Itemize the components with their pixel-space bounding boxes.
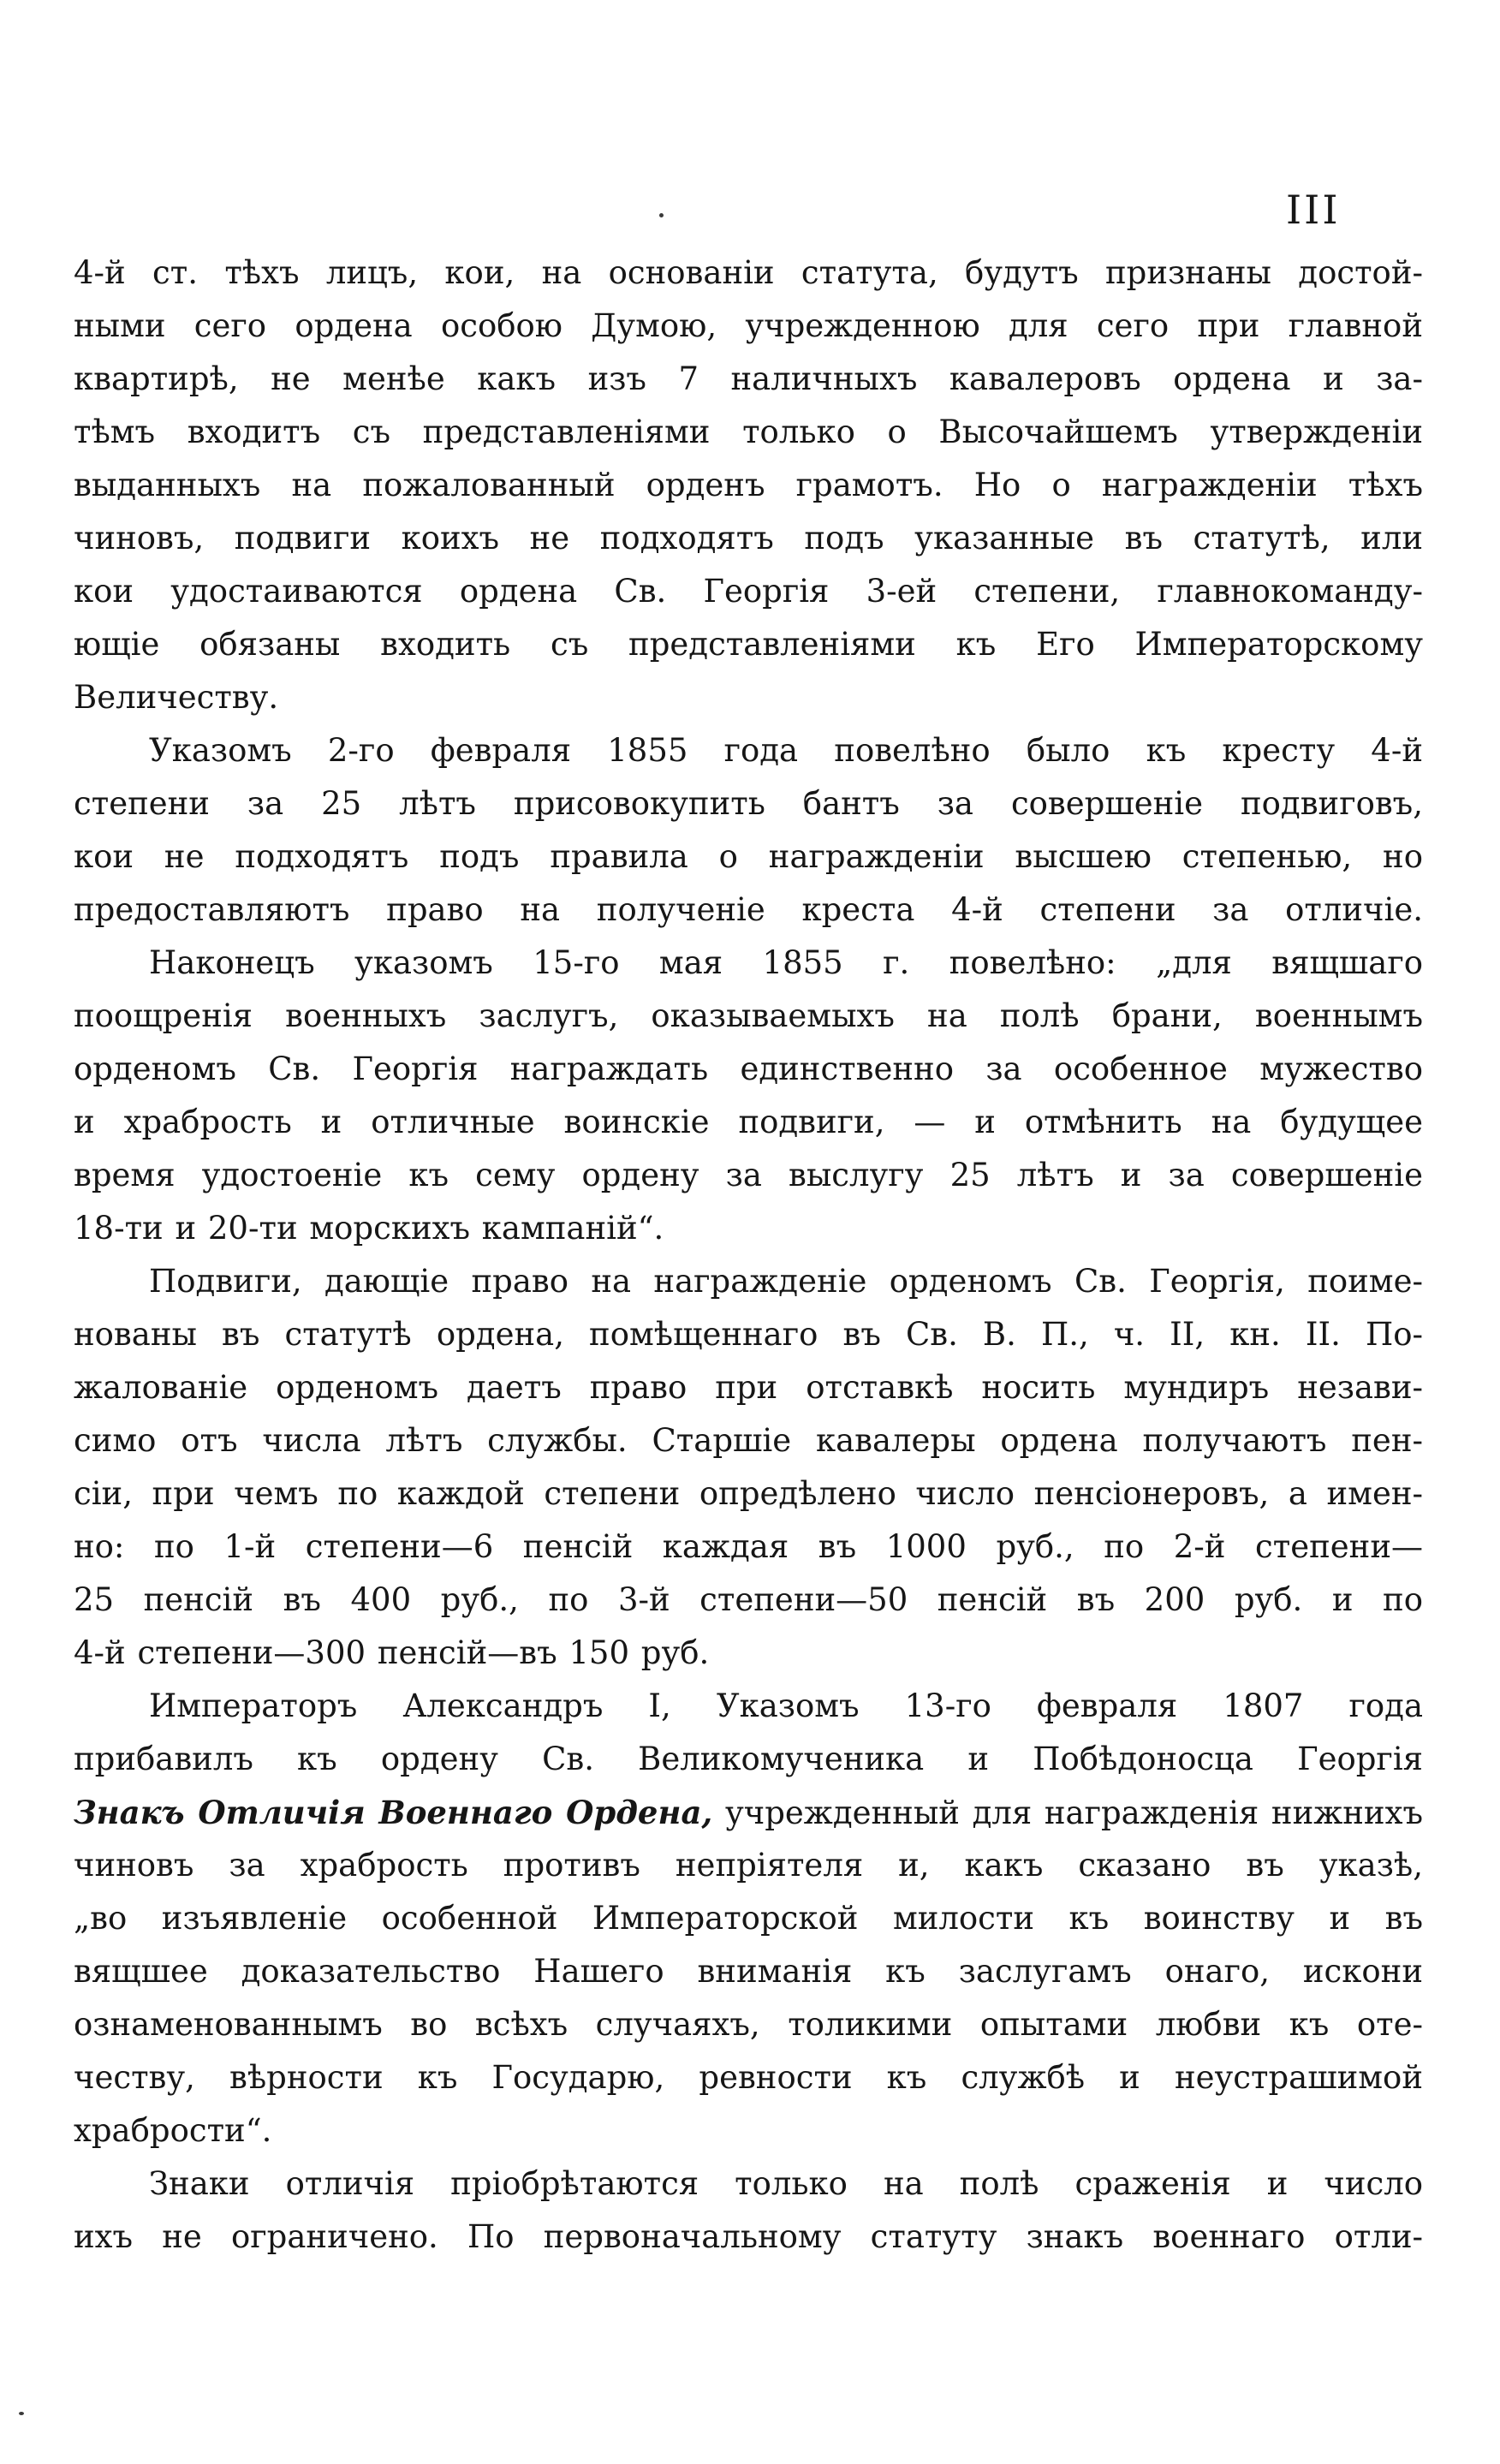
text-segment: 4-й степени—300 пенсій—въ 150 руб. <box>74 1634 710 1671</box>
paragraph <box>74 1255 1423 1680</box>
text-segment: время удостоеніе къ сему ордену за выслугу 25 лѣтъ и за совершеніе <box>74 1157 1423 1193</box>
text-line <box>74 1043 1423 1096</box>
text-segment: вящшее доказательство Нашего вниманія къ заслугамъ онаго, искони <box>74 1953 1423 1990</box>
text-line <box>74 1096 1423 1149</box>
text-line <box>74 1627 1423 1680</box>
body-text-block <box>74 247 1423 2264</box>
text-line <box>74 1733 1423 1786</box>
text-line <box>74 671 1423 724</box>
text-line <box>74 1202 1423 1255</box>
text-line <box>74 1786 1423 1839</box>
text-line <box>74 1149 1423 1202</box>
text-line <box>74 2211 1423 2264</box>
text-line <box>74 406 1423 459</box>
emphasized-text-segment: Знакъ Отличія Военнаго Ордена, <box>74 1794 713 1831</box>
text-segment: 25 пенсій въ 400 руб., по 3-й степени—50 пенсій въ 200 руб. и по <box>74 1581 1423 1618</box>
text-segment: ными сего ордена особою Думою, учрежденною для сего при главной <box>74 307 1423 344</box>
paragraph <box>74 937 1423 1255</box>
text-line <box>74 937 1423 990</box>
text-segment: честву, вѣрности къ Государю, ревности къ службѣ и неустрашимой <box>74 2059 1423 2096</box>
text-line <box>74 1574 1423 1627</box>
text-segment: Величеству. <box>74 679 279 716</box>
text-line <box>74 300 1423 353</box>
paragraph <box>74 247 1423 724</box>
text-line <box>74 2157 1423 2211</box>
text-segment: чиновъ за храбрость противъ непріятеля и, какъ сказано въ указѣ, <box>74 1847 1423 1884</box>
ink-speck <box>19 2412 24 2415</box>
text-segment: сіи, при чемъ по каждой степени опредѣлено число пенсіонеровъ, а имен- <box>74 1475 1423 1512</box>
paragraph <box>74 1680 1423 2157</box>
text-segment: нованы въ статутѣ ордена, помѣщеннаго въ Св. В. П., ч. II, кн. II. По- <box>74 1316 1423 1353</box>
text-segment: орденомъ Св. Георгія награждать единственно за особенное мужество <box>74 1050 1423 1087</box>
text-segment: поощренія военныхъ заслугъ, оказываемыхъ на полѣ брани, военнымъ <box>74 997 1423 1034</box>
text-line <box>74 512 1423 565</box>
text-segment: 4-й ст. тѣхъ лицъ, кои, на основаніи статута, будутъ признаны достой- <box>74 254 1423 291</box>
text-line <box>74 1521 1423 1574</box>
text-line <box>74 459 1423 512</box>
text-segment: квартирѣ, не менѣе какъ изъ 7 наличныхъ кавалеровъ ордена и за- <box>74 360 1423 397</box>
text-line <box>74 830 1423 884</box>
text-segment: Подвиги, дающіе право на награжденіе орденомъ Св. Георгія, поиме- <box>149 1263 1423 1300</box>
text-segment: „во изъявленіе особенной Императорской милости къ воинству и въ <box>74 1900 1423 1937</box>
text-segment: жалованіе орденомъ даетъ право при отставкѣ носить мундиръ незави- <box>74 1369 1423 1406</box>
text-segment: предоставляютъ право на полученіе креста 4-й степени за отличіе. <box>74 891 1423 928</box>
page-number: III <box>1286 187 1341 233</box>
text-line <box>74 884 1423 937</box>
text-line <box>74 1892 1423 1945</box>
text-line <box>74 990 1423 1043</box>
text-line <box>74 1308 1423 1361</box>
text-segment: 18-ти и 20-ти морскихъ кампаній“. <box>74 1210 664 1247</box>
text-line <box>74 353 1423 406</box>
text-line <box>74 2104 1423 2157</box>
text-segment: тѣмъ входитъ съ представленіями только о Высочайшемъ утвержденіи <box>74 414 1423 450</box>
text-segment: прибавилъ къ ордену Св. Великомученика и Побѣдоносца Георгія <box>74 1741 1423 1777</box>
text-line <box>74 777 1423 830</box>
text-segment: ющіе обязаны входить съ представленіями къ Его Императорскому <box>74 626 1423 663</box>
text-segment: кои не подходятъ подъ правила о награжденіи высшею степенью, но <box>74 838 1423 875</box>
text-segment: и храбрость и отличные воинскіе подвиги, — и отмѣнить на будущее <box>74 1104 1423 1140</box>
ink-speck <box>659 213 664 217</box>
text-segment: Знаки отличія пріобрѣтаются только на полѣ сраженія и число <box>149 2165 1423 2202</box>
text-line <box>74 2051 1423 2104</box>
paragraph <box>74 2157 1423 2264</box>
text-line <box>74 1361 1423 1414</box>
text-segment: но: по 1-й степени—6 пенсій каждая въ 1000 руб., по 2-й степени— <box>74 1528 1423 1565</box>
text-line <box>74 1414 1423 1467</box>
text-segment: Наконецъ указомъ 15-го мая 1855 г. повелѣно: „для вящшаго <box>149 944 1423 981</box>
text-line <box>74 1680 1423 1733</box>
text-line <box>74 724 1423 777</box>
text-segment: выданныхъ на пожалованный орденъ грамотъ. Но о награжденіи тѣхъ <box>74 467 1423 503</box>
text-line <box>74 247 1423 300</box>
paragraph <box>74 724 1423 937</box>
text-line <box>74 565 1423 618</box>
text-segment: ознаменованнымъ во всѣхъ случаяхъ, толикими опытами любви къ оте- <box>74 2006 1423 2043</box>
text-segment: Императоръ Александръ I, Указомъ 13-го февраля 1807 года <box>149 1687 1423 1724</box>
text-segment: чиновъ, подвиги коихъ не подходятъ подъ указанные въ статутѣ, или <box>74 520 1423 556</box>
text-segment: симо отъ числа лѣтъ службы. Старшіе кавалеры ордена получаютъ пен- <box>74 1422 1423 1459</box>
text-segment: степени за 25 лѣтъ присовокупить бантъ за совершеніе подвиговъ, <box>74 785 1423 822</box>
text-segment: храбрости“. <box>74 2112 272 2149</box>
text-line <box>74 1998 1423 2051</box>
text-line <box>74 1467 1423 1521</box>
text-line <box>74 618 1423 671</box>
text-line <box>74 1255 1423 1308</box>
text-line <box>74 1945 1423 1998</box>
text-line <box>74 1839 1423 1892</box>
text-segment: ихъ не ограничено. По первоначальному статуту знакъ военнаго отли- <box>74 2218 1423 2255</box>
text-segment: Указомъ 2-го февраля 1855 года повелѣно было къ кресту 4-й <box>149 732 1423 769</box>
text-segment: учрежденный для награжденія нижнихъ <box>712 1794 1423 1831</box>
text-segment: кои удостаиваются ордена Св. Георгія 3-ей степени, главнокоманду- <box>74 573 1423 610</box>
